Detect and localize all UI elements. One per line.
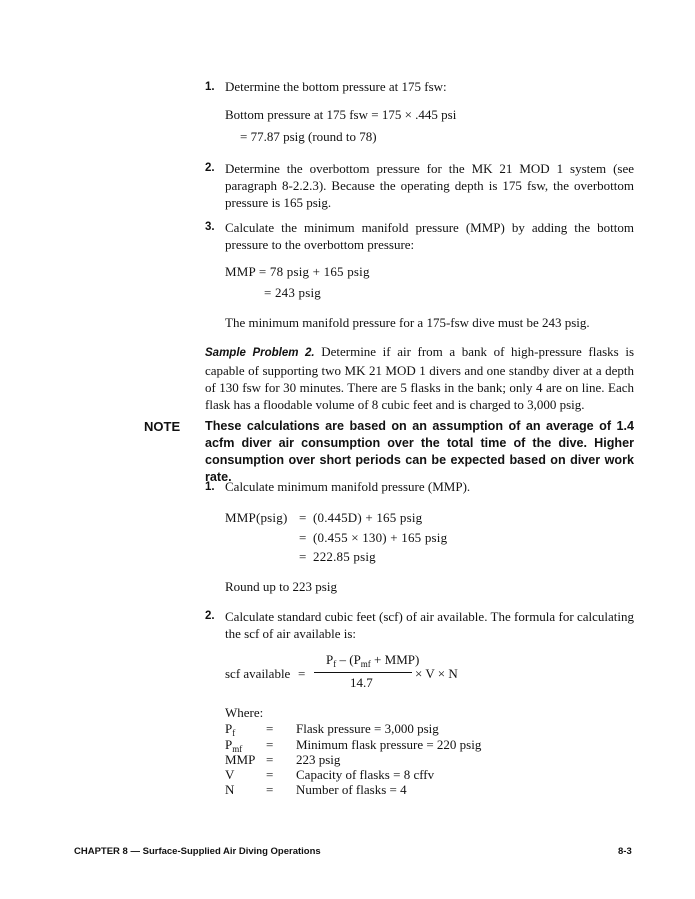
step-number: 3. (205, 221, 215, 233)
formula-lhs: scf available (225, 666, 291, 681)
step-text: Calculate the minimum manifold pressure (MMP) by adding the bottom pressure to the overbottom pressure: (225, 220, 634, 252)
where-desc: Number of flasks = 4 (296, 782, 407, 797)
where-desc: Minimum flask pressure = 220 psig (296, 737, 482, 752)
where-row: MMP (225, 752, 256, 767)
where-equals: = (266, 721, 274, 736)
note-text: These calculations are based on an assumption of an average of 1.4 acfm diver air consumption over the total time of the dive. Higher consumption over short periods can be expected based on diver work rate. (205, 419, 634, 484)
step-number: 2. (205, 610, 215, 622)
where-desc: Capacity of flasks = 8 cffv (296, 767, 435, 782)
where-row: $P_f$ (225, 721, 236, 738)
equation-line: = 77.87 psig (round to 78) (240, 129, 377, 144)
where-desc: Flask pressure = 3,000 psig (296, 721, 439, 736)
equation-equals: = (299, 510, 307, 525)
sample-problem (205, 343, 634, 413)
result-text: The minimum manifold pressure for a 175-fsw dive must be 243 psig. (225, 315, 590, 330)
where-desc: 223 psig (296, 752, 341, 767)
equation-equals: = (299, 549, 307, 564)
where-row: V (225, 767, 235, 782)
step-number: 1. (205, 81, 215, 93)
equation-equals: = (299, 530, 307, 545)
formula-equals: = (298, 666, 306, 681)
footer-page-number: 8-3 (618, 846, 632, 857)
where-equals: = (266, 767, 274, 782)
where-label: Where: (225, 705, 264, 720)
where-equals: = (266, 782, 274, 797)
equation-lhs: MMP(psig) (225, 510, 288, 525)
step-text: Calculate minimum manifold pressure (MMP). (225, 479, 471, 494)
note-label: NOTE (144, 419, 181, 434)
where-equals: = (266, 737, 274, 752)
equation-line: Bottom pressure at 175 fsw = 175 × .445 psi (225, 107, 457, 122)
where-row: N (225, 782, 235, 797)
where-row: $P_{mf}$ (225, 737, 243, 754)
step-text: Calculate standard cubic feet (scf) of air available. The formula for calculating the scf of air available is: (225, 609, 634, 641)
step-number: 2. (205, 162, 215, 174)
sample-problem-text: Determine if air from a bank of high-pressure flasks is capable of supporting two MK 21 MOD 1 divers and one standby diver at a depth of 130 fsw for 30 minutes. There are 5 flasks in the bank; only 4 are on line. Each flask has a floodable volume of 8 cubic feet and is charged to 3,000 psig. (205, 344, 634, 412)
equation-line: (0.445D) + 165 psig (313, 510, 423, 525)
footer-chapter: CHAPTER 8 — Surface-Supplied Air Diving Operations (74, 846, 321, 857)
formula-rhs: × V × N (415, 666, 458, 681)
step-text: Determine the overbottom pressure for the MK 21 MOD 1 system (see paragraph 8-2.2.3). Because the operating depth is 175 fsw, the overbottom pressure is 165 psig. (225, 161, 634, 210)
equation-line: MMP = 78 psig + 165 psig (225, 264, 370, 279)
result-text: Round up to 223 psig (225, 579, 337, 594)
step-text: Determine the bottom pressure at 175 fsw: (225, 79, 447, 94)
step-number: 1. (205, 481, 215, 493)
where-equals: = (266, 752, 274, 767)
formula-denominator: 14.7 (350, 675, 373, 690)
equation-line: = 243 psig (264, 285, 322, 300)
fraction-bar (314, 672, 412, 673)
equation-line: (0.455 × 130) + 165 psig (313, 530, 448, 545)
sample-problem-label: Sample Problem 2. (205, 347, 315, 359)
equation-line: 222.85 psig (313, 549, 376, 564)
formula-numerator: $P_f - (P_{mf} + MMP)$ (326, 652, 420, 669)
